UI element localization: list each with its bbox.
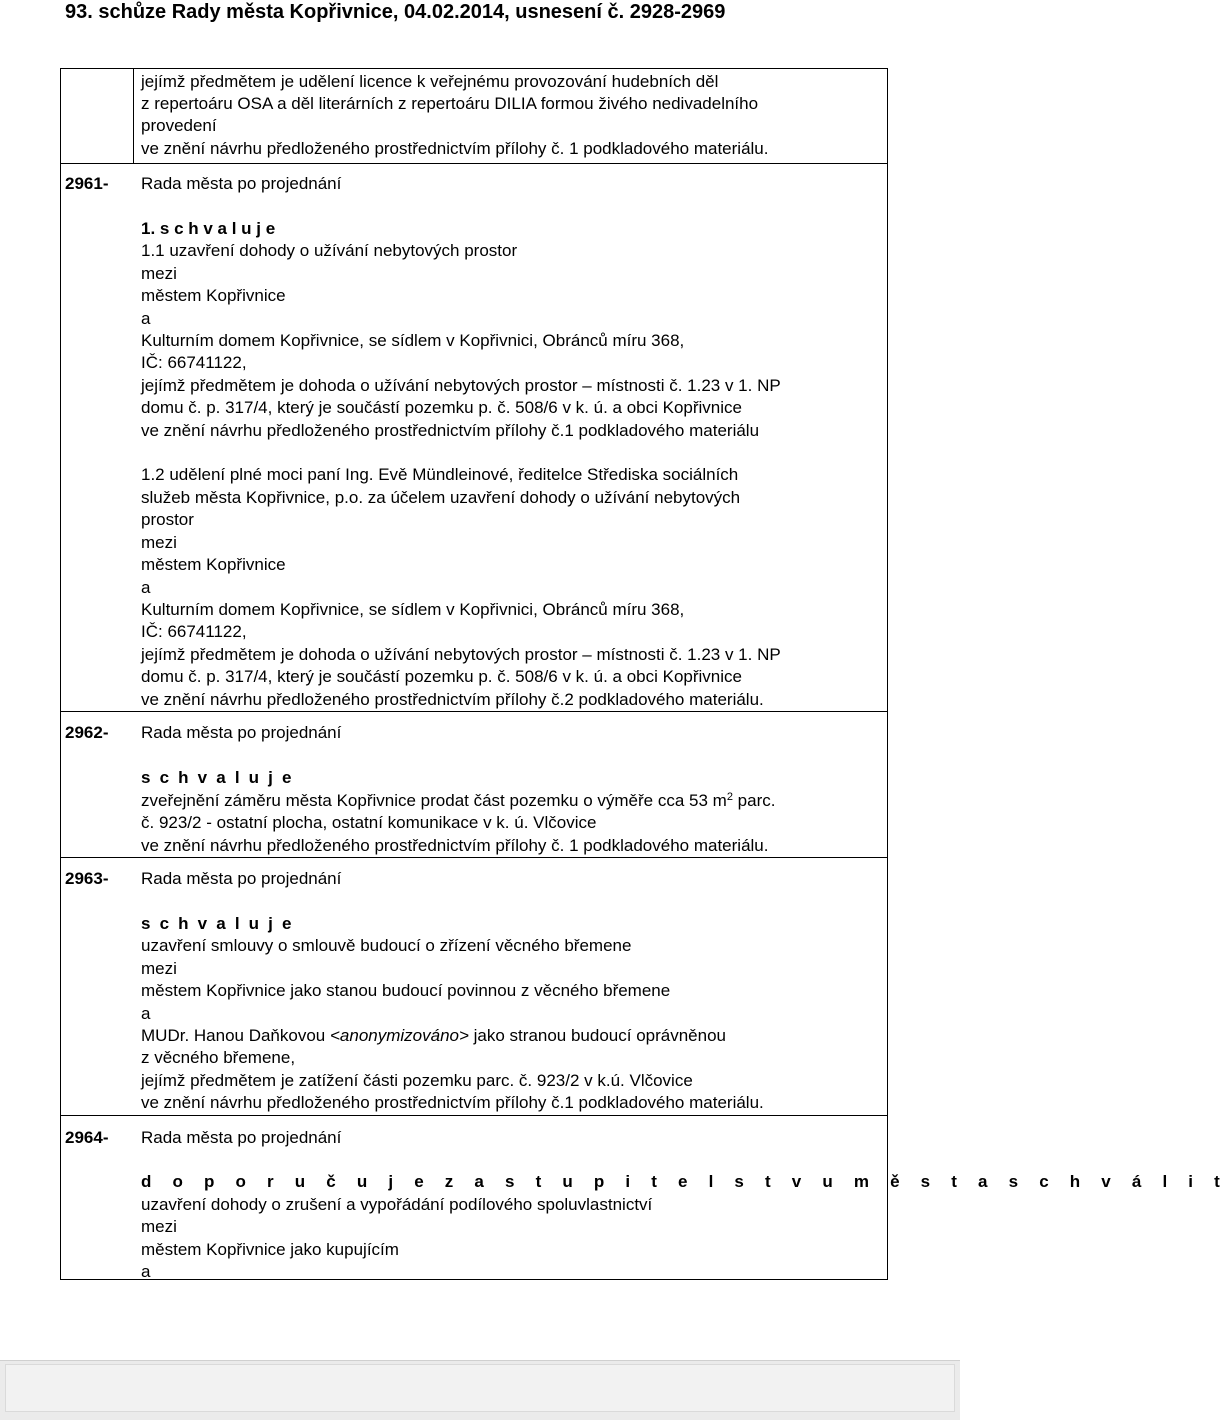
- text-line: 1.2 udělení plné moci paní Ing. Evě Mündleinové, ředitelce Střediska sociálních: [141, 465, 739, 484]
- resolution-intro: Rada města po projednání: [141, 723, 342, 742]
- text-line: ve znění návrhu předloženého prostřednictvím přílohy č.1 podkladového materiálu: [141, 421, 760, 440]
- text-line: městem Kopřivnice: [141, 286, 286, 305]
- resolution-verb: s c h v a l u j e: [141, 914, 294, 933]
- resolution-verb: 1. s c h v a l u j e: [141, 219, 276, 238]
- text-line: domu č. p. 317/4, který je součástí pozemku p. č. 508/6 v k. ú. a obci Kopřivnice: [141, 667, 742, 686]
- resolution-verb: s c h v a l u j e: [141, 768, 294, 787]
- text-line: domu č. p. 317/4, který je součástí pozemku p. č. 508/6 v k. ú. a obci Kopřivnice: [141, 398, 742, 417]
- text-line: jejímž předmětem je dohoda o užívání nebytových prostor – místnosti č. 1.23 v 1. NP: [141, 376, 781, 395]
- text-line: uzavření smlouvy o smlouvě budoucí o zřízení věcného břemene: [141, 936, 632, 955]
- text-line: 1.1 uzavření dohody o užívání nebytových prostor: [141, 241, 518, 260]
- resolution-number: 2964-: [65, 1128, 109, 1147]
- row-divider: [60, 857, 888, 858]
- text-line: č. 923/2 - ostatní plocha, ostatní komunikace v k. ú. Vlčovice: [141, 813, 597, 832]
- row-divider: [60, 711, 888, 712]
- text-line: a: [141, 1262, 151, 1281]
- row-divider: [60, 1115, 888, 1116]
- text-line: IČ: 66741122,: [141, 622, 247, 641]
- text-line: a: [141, 1004, 151, 1023]
- resolution-number: 2961-: [65, 174, 109, 193]
- row-divider: [60, 163, 888, 164]
- text-line: z věcného břemene,: [141, 1048, 296, 1067]
- text-line: mezi: [141, 264, 177, 283]
- text-line: IČ: 66741122,: [141, 353, 247, 372]
- column-divider: [133, 68, 134, 163]
- resolution-number: 2963-: [65, 869, 109, 888]
- viewer-footer-panel: [5, 1364, 955, 1412]
- superscript: 2: [726, 791, 733, 803]
- text-line: Kulturním domem Kopřivnice, se sídlem v Kopřivnici, Obránců míru 368,: [141, 600, 685, 619]
- resolution-intro: Rada města po projednání: [141, 174, 342, 193]
- text-segment: jako stranou budoucí oprávněnou: [468, 1026, 726, 1045]
- text-line: a: [141, 578, 151, 597]
- text-line: mezi: [141, 959, 177, 978]
- text-segment: MUDr. Hanou Daňkovou: [141, 1026, 330, 1045]
- text-line: městem Kopřivnice jako stanou budoucí povinnou z věcného břemene: [141, 981, 671, 1000]
- text-line: ve znění návrhu předloženého prostřednictvím přílohy č.2 podkladového materiálu.: [141, 690, 764, 709]
- text-line: [141, 1025, 726, 1047]
- anonymized-marker: <anonymizováno>: [329, 1026, 469, 1045]
- resolution-intro: Rada města po projednání: [141, 869, 342, 888]
- text-line: městem Kopřivnice jako kupujícím: [141, 1240, 399, 1259]
- text-line: mezi: [141, 1217, 177, 1236]
- text-line: ve znění návrhu předloženého prostřednictvím přílohy č.1 podkladového materiálu.: [141, 1093, 764, 1112]
- text-line: Kulturním domem Kopřivnice, se sídlem v Kopřivnici, Obránců míru 368,: [141, 331, 685, 350]
- resolution-intro: Rada města po projednání: [141, 1128, 342, 1147]
- text-line: provedení: [141, 116, 217, 135]
- text-line: jejímž předmětem je zatížení části pozemku parc. č. 923/2 v k.ú. Vlčovice: [141, 1071, 693, 1090]
- text-line: služeb města Kopřivnice, p.o. za účelem uzavření dohody o užívání nebytových: [141, 488, 741, 507]
- page-title: 93. schůze Rady města Kopřivnice, 04.02.2014, usnesení č. 2928-2969: [65, 1, 726, 23]
- text-line: ve znění návrhu předloženého prostřednictvím přílohy č. 1 podkladového materiálu.: [141, 836, 769, 855]
- text-line: z repertoáru OSA a děl literárních z repertoáru DILIA formou živého nedivadelního: [141, 94, 759, 113]
- text-line: ve znění návrhu předloženého prostřednictvím přílohy č. 1 podkladového materiálu.: [141, 139, 769, 158]
- text-line: uzavření dohody o zrušení a vypořádání podílového spoluvlastnictví: [141, 1195, 653, 1214]
- text-line: prostor: [141, 510, 194, 529]
- resolution-number: 2962-: [65, 723, 109, 742]
- text-line: jejímž předmětem je dohoda o užívání nebytových prostor – místnosti č. 1.23 v 1. NP: [141, 645, 781, 664]
- text-line: jejímž předmětem je udělení licence k veřejnému provozování hudebních děl: [141, 72, 719, 91]
- resolution-verb: d o p o r u č u j e z a s t u p i t e l s t v u m ě s t a s c h v á l i t: [141, 1172, 1225, 1191]
- text-line: městem Kopřivnice: [141, 555, 286, 574]
- text-segment: parc.: [732, 791, 776, 810]
- text-line: a: [141, 309, 151, 328]
- text-line: [141, 790, 775, 812]
- text-segment: zveřejnění záměru města Kopřivnice prodat část pozemku o výměře cca 53 m: [141, 791, 727, 810]
- text-line: mezi: [141, 533, 177, 552]
